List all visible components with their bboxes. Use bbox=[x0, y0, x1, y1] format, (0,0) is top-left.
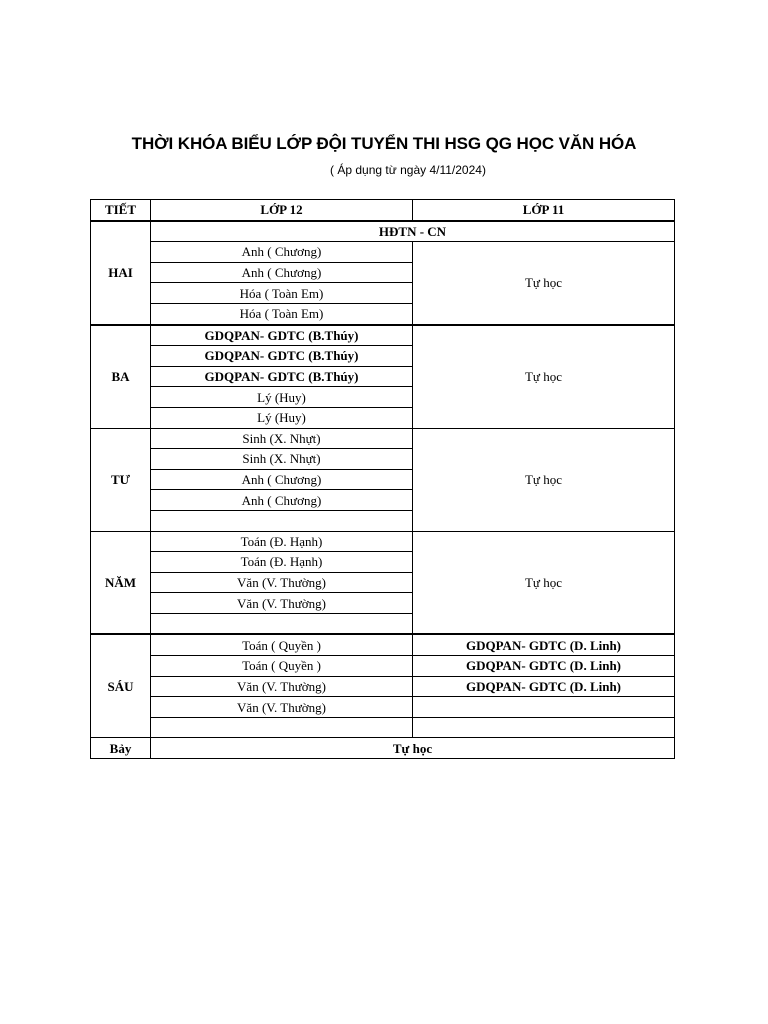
lop12-cell: Toán ( Quyền ) bbox=[151, 656, 413, 677]
lop11-cell-tu: Tự học bbox=[413, 428, 675, 531]
lop12-cell: Hóa ( Toàn Em) bbox=[151, 303, 413, 324]
header-lop12: LỚP 12 bbox=[151, 200, 413, 221]
lop12-cell bbox=[151, 613, 413, 634]
lop12-cell: Toán (Đ. Hạnh) bbox=[151, 552, 413, 573]
document-title: THỜI KHÓA BIỂU LỚP ĐỘI TUYỂN THI HSG QG HỌC VĂN HÓA bbox=[131, 134, 637, 153]
lop12-cell: GDQPAN- GDTC (B.Thúy) bbox=[151, 325, 413, 346]
lop12-cell: Toán ( Quyền ) bbox=[151, 634, 413, 655]
lop12-cell: Lý (Huy) bbox=[151, 387, 413, 408]
lop11-cell-ba: Tự học bbox=[413, 325, 675, 428]
day-cell-tu: TƯ bbox=[91, 428, 151, 531]
lop12-cell: Toán (Đ. Hạnh) bbox=[151, 531, 413, 552]
lop12-cell: GDQPAN- GDTC (B.Thúy) bbox=[151, 366, 413, 387]
document-subtitle: ( Áp dụng từ ngày 4/11/2024) bbox=[330, 163, 486, 177]
lop11-cell: GDQPAN- GDTC (D. Linh) bbox=[413, 656, 675, 677]
lop11-cell bbox=[413, 717, 675, 738]
lop12-cell: Anh ( Chương) bbox=[151, 262, 413, 283]
merged-cell-bay: Tự học bbox=[151, 738, 675, 759]
lop12-cell bbox=[151, 717, 413, 738]
lop12-cell: Lý (Huy) bbox=[151, 407, 413, 428]
lop12-cell: Văn (V. Thường) bbox=[151, 697, 413, 718]
lop11-cell-nam: Tự học bbox=[413, 531, 675, 634]
lop12-cell: Anh ( Chương) bbox=[151, 490, 413, 511]
table-row bbox=[91, 738, 675, 759]
lop12-cell: Văn (V. Thường) bbox=[151, 572, 413, 593]
lop11-cell: GDQPAN- GDTC (D. Linh) bbox=[413, 676, 675, 697]
lop12-cell: Sinh (X. Nhựt) bbox=[151, 428, 413, 449]
table-row bbox=[91, 656, 675, 677]
day-cell-bay: Bảy bbox=[91, 738, 151, 759]
lop12-cell bbox=[151, 510, 413, 531]
lop12-cell: Anh ( Chương) bbox=[151, 469, 413, 490]
table-row bbox=[91, 717, 675, 738]
lop12-cell: Sinh (X. Nhựt) bbox=[151, 449, 413, 470]
table-row bbox=[91, 676, 675, 697]
lop11-cell-hai: Tự học bbox=[413, 242, 675, 325]
table-row bbox=[91, 531, 675, 552]
table-row bbox=[91, 325, 675, 346]
day-cell-sau: SÁU bbox=[91, 634, 151, 737]
day-cell-nam: NĂM bbox=[91, 531, 151, 634]
header-row bbox=[91, 200, 675, 221]
timetable bbox=[90, 199, 675, 759]
lop11-cell: GDQPAN- GDTC (D. Linh) bbox=[413, 634, 675, 655]
header-lop11: LỚP 11 bbox=[413, 200, 675, 221]
lop12-cell: Anh ( Chương) bbox=[151, 242, 413, 263]
lop12-cell: Văn (V. Thường) bbox=[151, 593, 413, 614]
lop12-cell: Hóa ( Toàn Em) bbox=[151, 283, 413, 304]
table-row bbox=[91, 697, 675, 718]
day-cell-hai: HAI bbox=[91, 221, 151, 325]
lop11-cell bbox=[413, 697, 675, 718]
table-row bbox=[91, 428, 675, 449]
table-row bbox=[91, 242, 675, 263]
merged-cell-hdtn: HĐTN - CN bbox=[151, 221, 675, 242]
lop12-cell: Văn (V. Thường) bbox=[151, 676, 413, 697]
lop12-cell: GDQPAN- GDTC (B.Thúy) bbox=[151, 346, 413, 367]
table-row bbox=[91, 221, 675, 242]
day-cell-ba: BA bbox=[91, 325, 151, 428]
table-row bbox=[91, 634, 675, 655]
header-tiet: TIẾT bbox=[91, 200, 151, 221]
